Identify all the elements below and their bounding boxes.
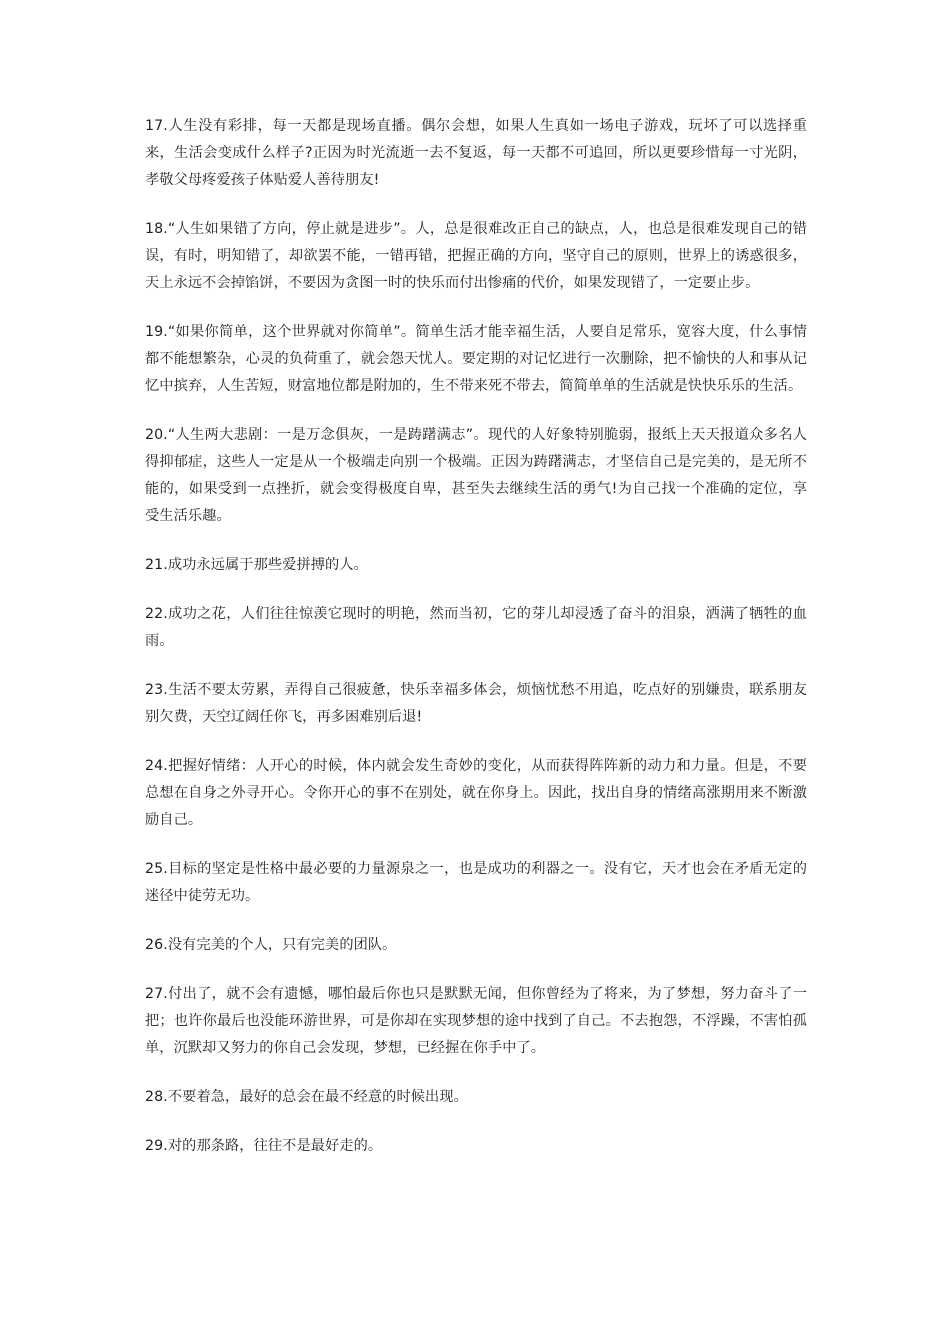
paragraph-17: 17.人生没有彩排，每一天都是现场直播。偶尔会想，如果人生真如一场电子游戏，玩坏了可以选择重来，生活会变成什么样子?正因为时光流逝一去不复返，每一天都不可追回，所以更要珍惜每一寸光阴，孝敬父母疼爱孩子体贴爱人善待朋友! (145, 118, 807, 188)
paragraph-18: 18.“人生如果错了方向，停止就是进步”。人，总是很难改正自己的缺点，人，也总是很难发现自己的错误，有时，明知错了，却欲罢不能，一错再错，把握正确的方向，坚守自己的原则，世界上的诱惑很多，天上永远不会掉馅饼，不要因为贪图一时的快乐而付出惨痛的代价，如果发现错了，一定要止步。 (145, 221, 807, 291)
paragraph-22: 22.成功之花，人们往往惊羡它现时的明艳，然而当初，它的芽儿却浸透了奋斗的泪泉，洒满了牺牲的血雨。 (145, 606, 807, 649)
paragraph-26: 26.没有完美的个人，只有完美的团队。 (145, 937, 397, 953)
document-body (145, 113, 807, 1182)
paragraph-23: 23.生活不要太劳累，弄得自己很疲惫，快乐幸福多体会，烦恼忧愁不用追，吃点好的别嫌贵，联系朋友别欠费，天空辽阔任你飞，再多困难别后退! (145, 682, 807, 725)
paragraph-21: 21.成功永远属于那些爱拼搏的人。 (145, 557, 368, 573)
paragraph-19: 19.“如果你简单，这个世界就对你简单”。简单生活才能幸福生活，人要自足常乐，宽容大度，什么事情都不能想繁杂，心灵的负荷重了，就会怨天忧人。要定期的对记忆进行一次删除，把不愉快的人和事从记忆中摈弃，人生苦短，财富地位都是附加的，生不带来死不带去，简简单单的生活就是快快乐乐的生活。 (145, 324, 807, 394)
paragraph-27: 27.付出了，就不会有遗憾，哪怕最后你也只是默默无闻，但你曾经为了将来，为了梦想，努力奋斗了一把；也许你最后也没能环游世界，可是你却在实现梦想的途中找到了自己。不去抱怨，不浮躁，不害怕孤单，沉默却又努力的你自己会发现，梦想，已经握在你手中了。 (145, 986, 807, 1056)
paragraph-28: 28.不要着急，最好的总会在最不经意的时候出现。 (145, 1089, 468, 1105)
paragraph-25: 25.目标的坚定是性格中最必要的力量源泉之一，也是成功的利器之一。没有它，天才也会在矛盾无定的迷径中徒劳无功。 (145, 861, 807, 904)
paragraph-20: 20.“人生两大悲剧：一是万念俱灰，一是踌躇满志”。现代的人好象特别脆弱，报纸上天天报道众多名人得抑郁症，这些人一定是从一个极端走向别一个极端。正因为踌躇满志，才坚信自己是完美的，是无所不能的，如果受到一点挫折，就会变得极度自卑，甚至失去继续生活的勇气!为自己找一个准确的定位，享受生活乐趣。 (145, 427, 807, 524)
paragraph-29: 29.对的那条路，往往不是最好走的。 (145, 1138, 383, 1154)
paragraph-24: 24.把握好情绪：人开心的时候，体内就会发生奇妙的变化，从而获得阵阵新的动力和力量。但是，不要总想在自身之外寻开心。令你开心的事不在别处，就在你身上。因此，找出自身的情绪高涨期用来不断激励自己。 (145, 758, 807, 828)
